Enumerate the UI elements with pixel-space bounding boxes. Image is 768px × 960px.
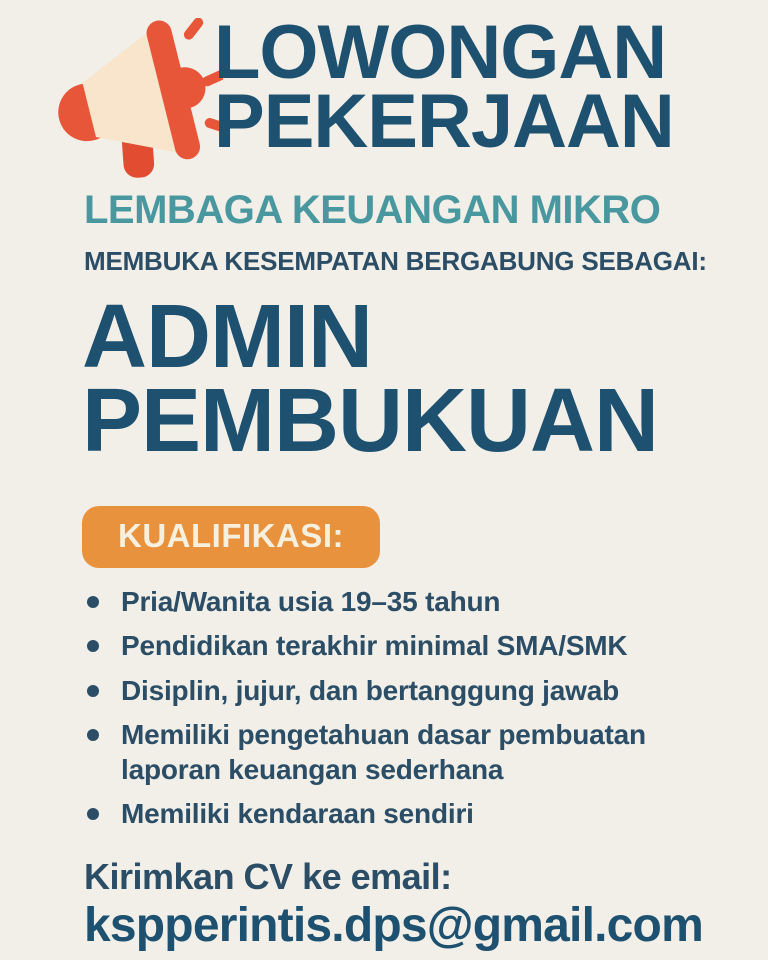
qualification-item: Disiplin, jujur, dan bertanggung jawab xyxy=(84,673,704,708)
qualification-item: Pria/Wanita usia 19–35 tahun xyxy=(84,584,704,619)
qualifications-list xyxy=(84,584,704,841)
qualification-item: Pendidikan terakhir minimal SMA/SMK xyxy=(84,628,704,663)
position-title-line2: PEMBUKUAN xyxy=(82,370,658,471)
organization-name: LEMBAGA KEUANGAN MIKRO xyxy=(84,188,661,232)
opening-subtitle: MEMBUKA KESEMPATAN BERGABUNG SEBAGAI: xyxy=(84,246,707,276)
position-title-line1: ADMIN xyxy=(82,287,372,387)
position-title xyxy=(82,287,658,471)
contact-email: kspperintis.dps@gmail.com xyxy=(84,899,703,952)
megaphone-icon xyxy=(38,18,223,198)
qualifications-badge: KUALIFIKASI: xyxy=(82,506,380,568)
poster-title-line1: LOWONGAN xyxy=(214,10,667,95)
qualification-item: Memiliki kendaraan sendiri xyxy=(84,796,704,831)
qualification-item: Memiliki pengetahuan dasar pembuatan laporan keuangan sederhana xyxy=(84,717,704,788)
cta-label: Kirimkan CV ke email: xyxy=(84,856,452,897)
poster-title xyxy=(214,10,674,165)
poster-title-line2: PEKERJAAN xyxy=(214,79,674,165)
